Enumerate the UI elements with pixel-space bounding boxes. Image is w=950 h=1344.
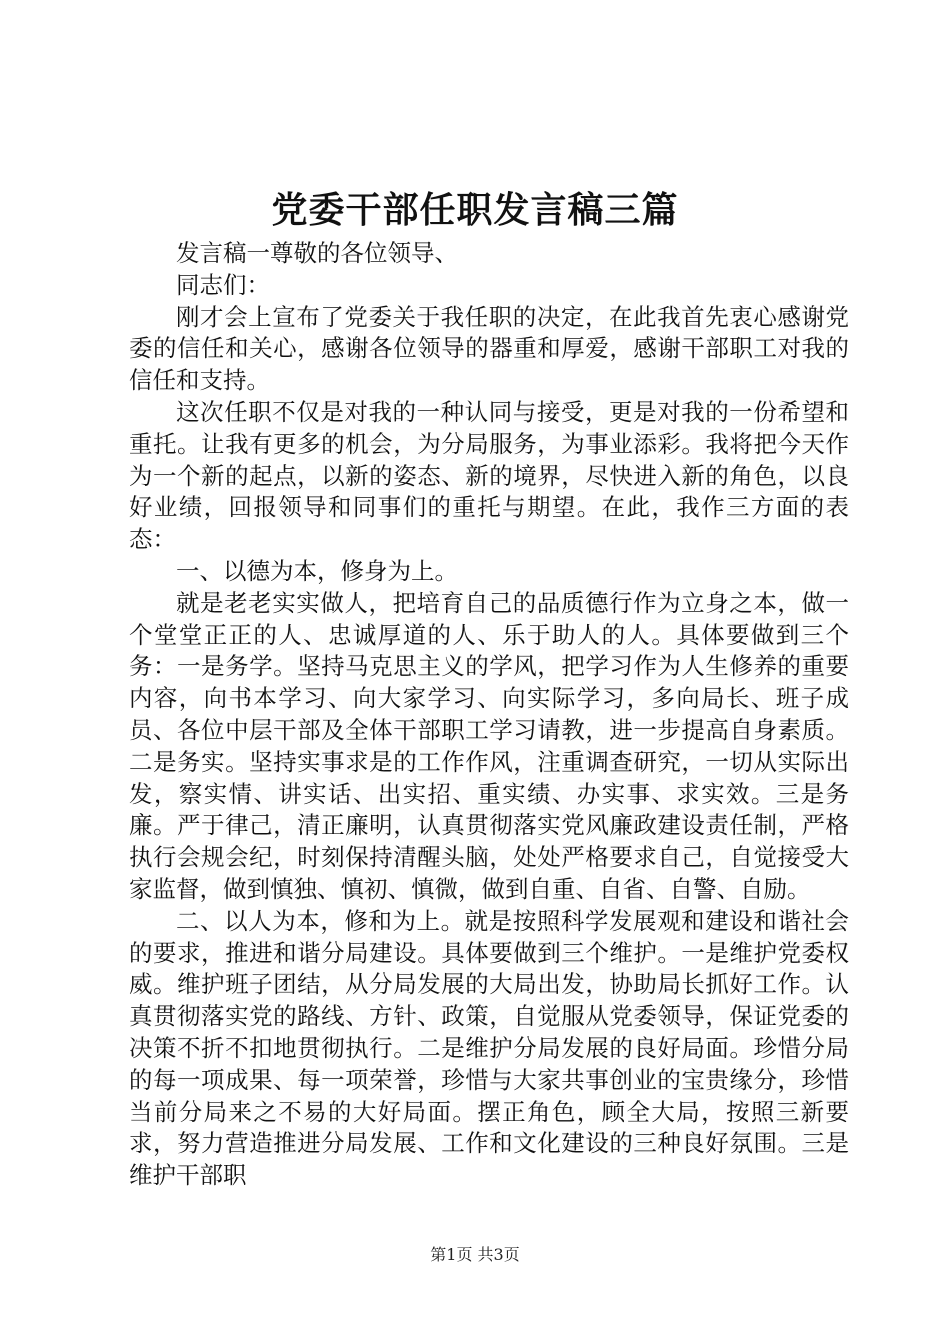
- document-body: [129, 238, 849, 1192]
- paragraph: 这次任职不仅是对我的一种认同与接受，更是对我的一份希望和重托。让我有更多的机会，为分局服务，为事业添彩。我将把今天作为一个新的起点，以新的姿态、新的境界，尽快进入新的角色，以良好业绩，回报领导和同事们的重托与期望。在此，我作三方面的表态：: [129, 397, 849, 554]
- paragraph: 就是老老实实做人，把培育自己的品质德行作为立身之本，做一个堂堂正正的人、忠诚厚道的人、乐于助人的人。具体要做到三个务：一是务学。坚持马克思主义的学风，把学习作为人生修养的重要内容，向书本学习、向大家学习、向实际学习，多向局长、班子成员、各位中层干部及全体干部职工学习请教，进一步提高自身素质。二是务实。坚持实事求是的工作作风，注重调查研究，一切从实际出发，察实情、讲实话、出实招、重实绩、办实事、求实效。三是务廉。严于律己，清正廉明，认真贯彻落实党风廉政建设责任制，严格执行会规会纪，时刻保持清醒头脑，处处严格要求自己，自觉接受大家监督，做到慎独、慎初、慎微，做到自重、自省、自警、自励。: [129, 588, 849, 903]
- paragraph: 同志们：: [176, 270, 270, 299]
- section-heading: 一、以德为本，修身为上。: [176, 556, 458, 585]
- paragraph: 二、以人为本，修和为上。就是按照科学发展观和建设和谐社会的要求，推进和谐分局建设。具体要做到三个维护。一是维护党委权威。维护班子团结，从分局发展的大局出发，协助局长抓好工作。认真贯彻落实党的路线、方针、政策，自觉服从党委领导，保证党委的决策不折不扣地贯彻执行。二是维护分局发展的良好局面。珍惜分局的每一项成果、每一项荣誉，珍惜与大家共事创业的宝贵缘分，珍惜当前分局来之不易的大好局面。摆正角色，顾全大局，按照三新要求，努力营造推进分局发展、工作和文化建设的三种良好氛围。三是维护干部职: [129, 906, 849, 1190]
- document-title: 党委干部任职发言稿三篇: [271, 189, 679, 231]
- paragraph: 刚才会上宣布了党委关于我任职的决定，在此我首先衷心感谢党委的信任和关心，感谢各位领导的器重和厚爱，感谢干部职工对我的信任和支持。: [129, 302, 849, 395]
- page-number-footer: 第1页 共3页: [430, 1245, 520, 1264]
- paragraph: 发言稿一尊敬的各位领导、: [176, 239, 458, 267]
